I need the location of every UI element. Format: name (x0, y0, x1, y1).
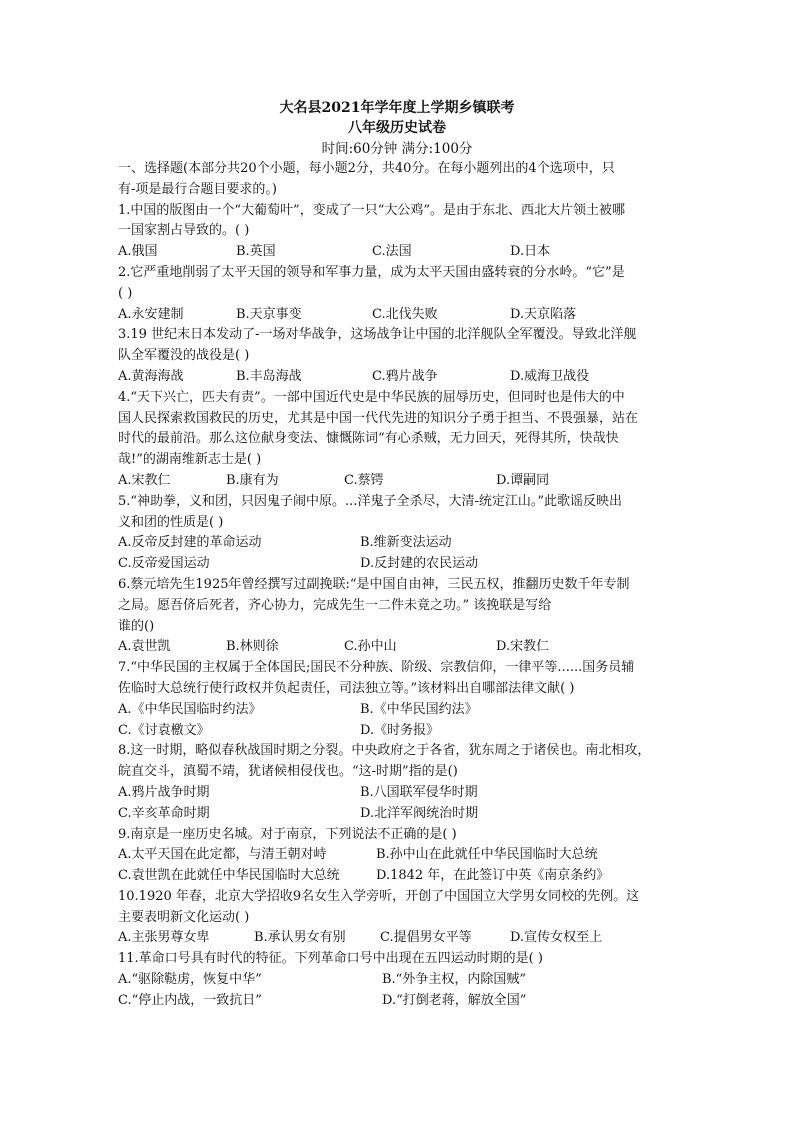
answer-option-c[interactable]: C.蔡锷 (344, 472, 384, 488)
answer-option-a[interactable]: A.永安建制 (118, 306, 184, 322)
question-stem (118, 741, 678, 783)
answer-option-a[interactable]: A.黄海海战 (118, 368, 184, 384)
answer-option-b[interactable]: B.承认男女有别 (254, 930, 346, 946)
question-stem-line: 11.革命口号具有时代的特征。下列革命口号中出现在五四运动时期的是( ) (118, 951, 543, 967)
options-row (118, 866, 678, 887)
options-row (118, 783, 678, 804)
answer-option-a[interactable]: A.“驱除鞑虏，恢复中华” (118, 972, 262, 988)
answer-option-b[interactable]: B.英国 (236, 244, 276, 260)
question-stem-line: 7.“中华民国的主权属于全体国民;国民不分种族、阶级、宗教信仰，一律平等......国务员辅 (118, 660, 635, 676)
answer-option-b[interactable]: B.天京事变 (236, 306, 302, 322)
exam-content (118, 159, 678, 1012)
question-stem-line: 6.蔡元培先生1925年曾经撰写过副挽联:“是中国自由神，三民五权，推翻历史数千年专制 (118, 576, 630, 592)
question-stem (118, 492, 678, 534)
answer-option-a[interactable]: A.《中华民国临时约法》 (118, 701, 262, 717)
options-row (118, 928, 678, 949)
options-row (118, 367, 678, 388)
question-stem-line: 3.19 世纪末日本发动了-一场对华战争，这场战争让中国的北洋舰队全军覆没。导致北洋舰 (118, 327, 637, 343)
section-instruction (118, 159, 678, 201)
options-row (118, 242, 678, 263)
question-stem-line: 8.这一时期，略似春秋战国时期之分裂。中央政府之于各省，犹东周之于诸侯也。南北相攻， (118, 743, 651, 759)
answer-option-b[interactable]: B.林则徐 (226, 639, 279, 655)
answer-option-c[interactable]: C.袁世凯在此就任中华民国临时大总统 (118, 868, 340, 884)
question-stem-line: 谁的() (118, 618, 155, 634)
question-stem-line: 2.它严重地削弱了太平天国的领导和军事力量，成为太平天国由盛转衰的分水岭。“它”是 (118, 264, 625, 280)
question-stem-line: 5.“神助拳，义和团，只因鬼子闹中原。...洋鬼子全杀尽，大清-统定江山。”此歌谣反映出 (118, 493, 622, 509)
question-6 (118, 575, 678, 658)
question-stem (118, 263, 678, 305)
answer-option-d[interactable]: D.天京陷落 (510, 306, 577, 322)
options-row (118, 554, 678, 575)
answer-option-a[interactable]: A.反帝反封建的革命运动 (118, 535, 262, 551)
question-2 (118, 263, 678, 325)
answer-option-a[interactable]: A.袁世凯 (118, 639, 171, 655)
answer-option-d[interactable]: D.反封建的农民运动 (360, 556, 479, 572)
question-stem (118, 658, 678, 700)
question-stem-line: 佐临时大总统行使行政权并负起责任，司法独立等。”该材料出自哪部法律文献( ) (118, 680, 575, 696)
options-row (118, 637, 678, 658)
question-stem-line: 主要表明新文化运动( ) (118, 909, 250, 925)
options-row (118, 991, 678, 1012)
answer-option-b[interactable]: B.八国联军侵华时期 (360, 784, 478, 800)
question-stem (118, 887, 678, 929)
answer-option-a[interactable]: A.太平天国在此定都，与清王朝对峙 (118, 847, 327, 863)
answer-option-d[interactable]: D.日本 (510, 244, 551, 260)
options-row (118, 700, 678, 721)
question-7 (118, 658, 678, 741)
section-line: 有-项是最行合题目要求的。) (118, 181, 277, 197)
exam-meta: 时间:60分钟 满分:100分 (321, 141, 473, 157)
answer-option-c[interactable]: C.北伐失败 (372, 306, 438, 322)
question-10 (118, 887, 678, 949)
question-stem-line: 皖直交斗，滇蜀不靖，犹诸候相侵伐也。“这-时期”指的是() (118, 764, 458, 780)
question-stem (118, 201, 678, 243)
exam-subtitle: 八年级历史试卷 (348, 120, 446, 136)
answer-option-c[interactable]: C.反帝爱国运动 (118, 556, 210, 572)
question-stem-line: ( ) (118, 285, 133, 301)
options-row (118, 970, 678, 991)
question-stem (118, 825, 678, 846)
answer-option-b[interactable]: B.维新变法运动 (360, 535, 452, 551)
question-stem-line: 10.1920 年春，北京大学招收9名女生入学旁听，开创了中国国立大学男女同校的先例。这 (118, 888, 640, 904)
question-8 (118, 741, 678, 824)
answer-option-b[interactable]: B.丰岛海战 (236, 368, 302, 384)
question-9 (118, 825, 678, 887)
answer-option-c[interactable]: C.辛亥革命时期 (118, 805, 210, 821)
answer-option-c[interactable]: C.鸦片战争 (372, 368, 438, 384)
question-stem (118, 575, 678, 637)
answer-option-a[interactable]: A.主张男尊女卑 (118, 930, 210, 946)
answer-option-b[interactable]: B.孙中山在此就任中华民国临时大总统 (376, 847, 598, 863)
question-stem (118, 325, 678, 367)
answer-option-c[interactable]: C.《讨袁檄文》 (118, 722, 210, 738)
answer-option-b[interactable]: B.康有为 (226, 472, 279, 488)
question-stem (118, 388, 678, 471)
question-stem-line: 4.“天下兴亡，匹夫有责”。一部中国近代史是中华民族的屈辱历史，但同时也是伟大的中 (118, 389, 625, 405)
options-row (118, 721, 678, 742)
question-11 (118, 949, 678, 1011)
question-stem-line: 1.中国的版图由一个“大葡萄叶”，变成了一只“大公鸡”。是由于东北、西北大片领土被哪 (118, 202, 625, 218)
question-5 (118, 492, 678, 575)
answer-option-d[interactable]: D.1842 年，在此签订中英《南京条约》 (376, 868, 610, 884)
question-1 (118, 201, 678, 263)
question-3 (118, 325, 678, 387)
answer-option-c[interactable]: C.孙中山 (344, 639, 397, 655)
options-row (118, 845, 678, 866)
question-stem-line: 之局。愿吾侪后死者，齐心协力，完成先生一二件未竟之功。” 该挽联是写给 (118, 597, 552, 613)
answer-option-d[interactable]: D.“打倒老蒋，解放全国” (382, 992, 527, 1008)
question-stem-line: 9.南京是一座历史名城。对于南京，下列说法不正确的是( ) (118, 826, 457, 842)
question-stem-line: 义和团的性质是( ) (118, 514, 224, 530)
question-stem-line: 队全军覆没的战役是( ) (118, 348, 250, 364)
answer-option-a[interactable]: A.宋教仁 (118, 472, 171, 488)
options-row (118, 533, 678, 554)
answer-option-b[interactable]: B.《中华民国约法》 (360, 701, 478, 717)
answer-option-d[interactable]: D.北洋军阀统治时期 (360, 805, 479, 821)
answer-option-d[interactable]: D.威海卫战役 (510, 368, 590, 384)
exam-title: 大名县2021年学年度上学期乡镇联考 (279, 100, 515, 116)
question-stem-line: 时代的最前沿。那么这位献身变法、慷慨陈词“有心杀贼，无力回天，死得其所，快哉快 (118, 431, 619, 447)
options-row (118, 305, 678, 326)
question-4 (118, 388, 678, 492)
options-row (118, 804, 678, 825)
options-row (118, 471, 678, 492)
question-stem-line: 一国家割占导致的。( ) (118, 223, 250, 239)
answer-option-c[interactable]: C.“停止内战，一致抗日” (118, 992, 262, 1008)
answer-option-c[interactable]: C.法国 (372, 244, 412, 260)
answer-option-d[interactable]: D.谭嗣同 (496, 472, 550, 488)
answer-option-a[interactable]: A.俄国 (118, 244, 158, 260)
answer-option-a[interactable]: A.鸦片战争时期 (118, 784, 210, 800)
question-stem-line: 哉!”的湖南维新志士是( ) (118, 452, 262, 468)
answer-option-d[interactable]: D.《时务报》 (360, 722, 440, 738)
question-stem (118, 949, 678, 970)
section-line: 一、选择题(本部分共20个小题，每小题2分，共40分。在每小题列出的4个选项中，只 (118, 161, 615, 176)
answer-option-d[interactable]: D.宋教仁 (496, 639, 550, 655)
question-stem-line: 国人民探索救国救民的历史，尤其是中国一代代先进的知识分子勇于担当、不畏强暴，站在 (118, 410, 639, 426)
answer-option-d[interactable]: D.宣传女权至上 (510, 930, 603, 946)
answer-option-c[interactable]: C.提倡男女平等 (380, 930, 472, 946)
answer-option-b[interactable]: B.“外争主权，内除国贼” (382, 972, 526, 988)
